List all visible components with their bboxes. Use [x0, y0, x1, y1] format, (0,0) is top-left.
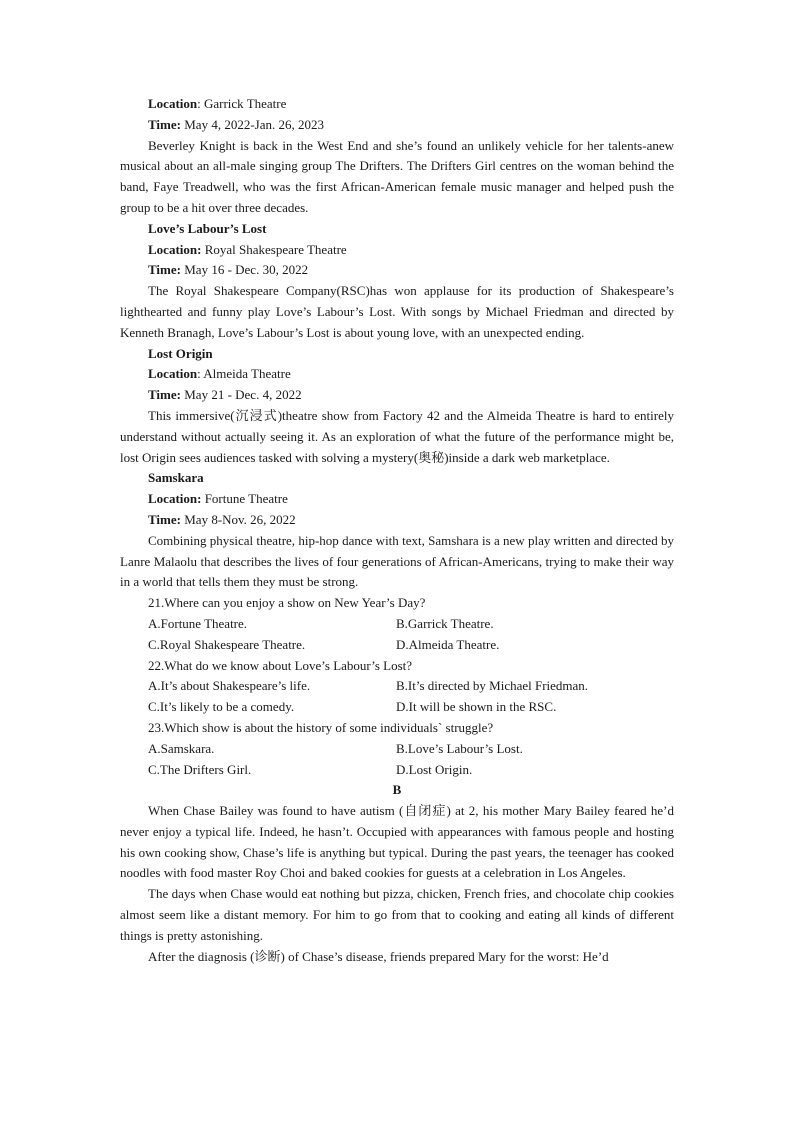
time-value: May 16 - Dec. 30, 2022: [180, 262, 309, 278]
option-d: D.Almeida Theatre.: [396, 636, 500, 652]
location-value: Fortune Theatre: [201, 491, 288, 507]
section-b-paragraph-3: After the diagnosis (诊断) of Chase’s disease, friends prepared Mary for the worst: He’d: [148, 948, 609, 964]
location-value: : Almeida Theatre: [197, 366, 291, 382]
options-row: [120, 739, 674, 760]
show1-time: [120, 115, 674, 136]
options-row: [120, 697, 674, 718]
section-b-paragraph-2: The days when Chase would eat nothing but pizza, chicken, French fries, and chocolate chip cookies almost seem like a distant memory. For him to go from that to cooking and eating all kinds of different things is pretty astonishing.: [120, 886, 674, 943]
show2-description: The Royal Shakespeare Company(RSC)has won applause for its production of Shakespeare’s lighthearted and funny play Love’s Labour’s Lost. With songs by Michael Friedman and directed by Kenneth Branagh, Love’s Labour’s Lost is about young love, with an unexpected ending.: [120, 283, 674, 340]
show4-location: [120, 489, 674, 510]
section-b-heading: B: [392, 782, 402, 798]
show1-location: [120, 94, 674, 115]
options-row: [120, 635, 674, 656]
show4-title: Samskara: [148, 470, 204, 486]
time-label: Time:: [148, 387, 181, 403]
option-d: D.Lost Origin.: [396, 761, 473, 777]
show3-description: This immersive(沉浸式)theatre show from Factory 42 and the Almeida Theatre is hard to entirely understand without actually seeing it. As an exploration of what the future of the performance might be, lost Origin sees audiences tasked with solving a mystery(奥秘)inside a dark web marketplace.: [120, 407, 674, 465]
option-d: D.It will be shown in the RSC.: [396, 699, 557, 715]
option-c: C.The Drifters Girl.: [148, 761, 252, 777]
time-label: Time:: [148, 511, 181, 527]
option-b: B.It’s directed by Michael Friedman.: [396, 678, 589, 694]
location-label: Location: [148, 366, 198, 382]
option-b: B.Garrick Theatre.: [396, 615, 494, 631]
option-c: C.Royal Shakespeare Theatre.: [148, 636, 306, 652]
options-row: [120, 614, 674, 635]
question-21: 21.Where can you enjoy a show on New Year’s Day?: [148, 595, 426, 611]
option-a: A.Fortune Theatre.: [148, 615, 248, 631]
show4-time: [120, 510, 674, 531]
show3-time: [120, 385, 674, 406]
show2-title: Love’s Labour’s Lost: [148, 220, 267, 236]
document-page: [120, 94, 674, 967]
question-22: 22.What do we know about Love’s Labour’s Lost?: [148, 657, 413, 673]
options-row: [120, 676, 674, 697]
show3-title: Lost Origin: [148, 345, 213, 361]
option-a: A.It’s about Shakespeare’s life.: [148, 678, 311, 694]
show2-time: [120, 260, 674, 281]
question-23: 23.Which show is about the history of some individuals` struggle?: [148, 719, 494, 735]
location-value: Royal Shakespeare Theatre: [201, 241, 347, 257]
location-label: Location:: [148, 241, 202, 257]
show1-description: Beverley Knight is back in the West End and she’s found an unlikely vehicle for her talents-anew musical about an all-male singing group The Drifters. The Drifters Girl centres on the woman behind the band, Faye Treadwell, who was the first African-American female music manager and helped push the group to be a hit over three decades.: [120, 137, 674, 215]
show2-location: [120, 240, 674, 261]
show4-description: Combining physical theatre, hip-hop dance with text, Samshara is a new play written and directed by Lanre Malaolu that describes the lives of four generations of African-Americans, trying to make their way in a world that tells them they must be strong.: [120, 532, 674, 590]
location-label: Location:: [148, 491, 202, 507]
location-label: Location: [148, 96, 198, 111]
time-value: May 21 - Dec. 4, 2022: [180, 387, 302, 403]
option-c: C.It’s likely to be a comedy.: [148, 699, 295, 715]
time-value: May 8-Nov. 26, 2022: [180, 511, 296, 527]
show3-location: [120, 364, 674, 385]
location-value: : Garrick Theatre: [197, 96, 287, 111]
time-label: Time:: [148, 262, 181, 278]
options-row: [120, 760, 674, 781]
time-value: May 4, 2022-Jan. 26, 2023: [180, 116, 324, 132]
option-a: A.Samskara.: [148, 740, 215, 756]
time-label: Time:: [148, 116, 181, 132]
section-b-paragraph-1: When Chase Bailey was found to have autism (自闭症) at 2, his mother Mary Bailey feared he’d never enjoy a typical life. Indeed, he hasn’t. Occupied with appearances with famous people and hosting his own cooking show, Chase’s life is anything but typical. During the past years, the teenager has cooked noodles with food master Roy Choi and baked cookies for guests at a celebration in Los Angeles.: [120, 803, 674, 881]
option-b: B.Love’s Labour’s Lost.: [396, 740, 523, 756]
